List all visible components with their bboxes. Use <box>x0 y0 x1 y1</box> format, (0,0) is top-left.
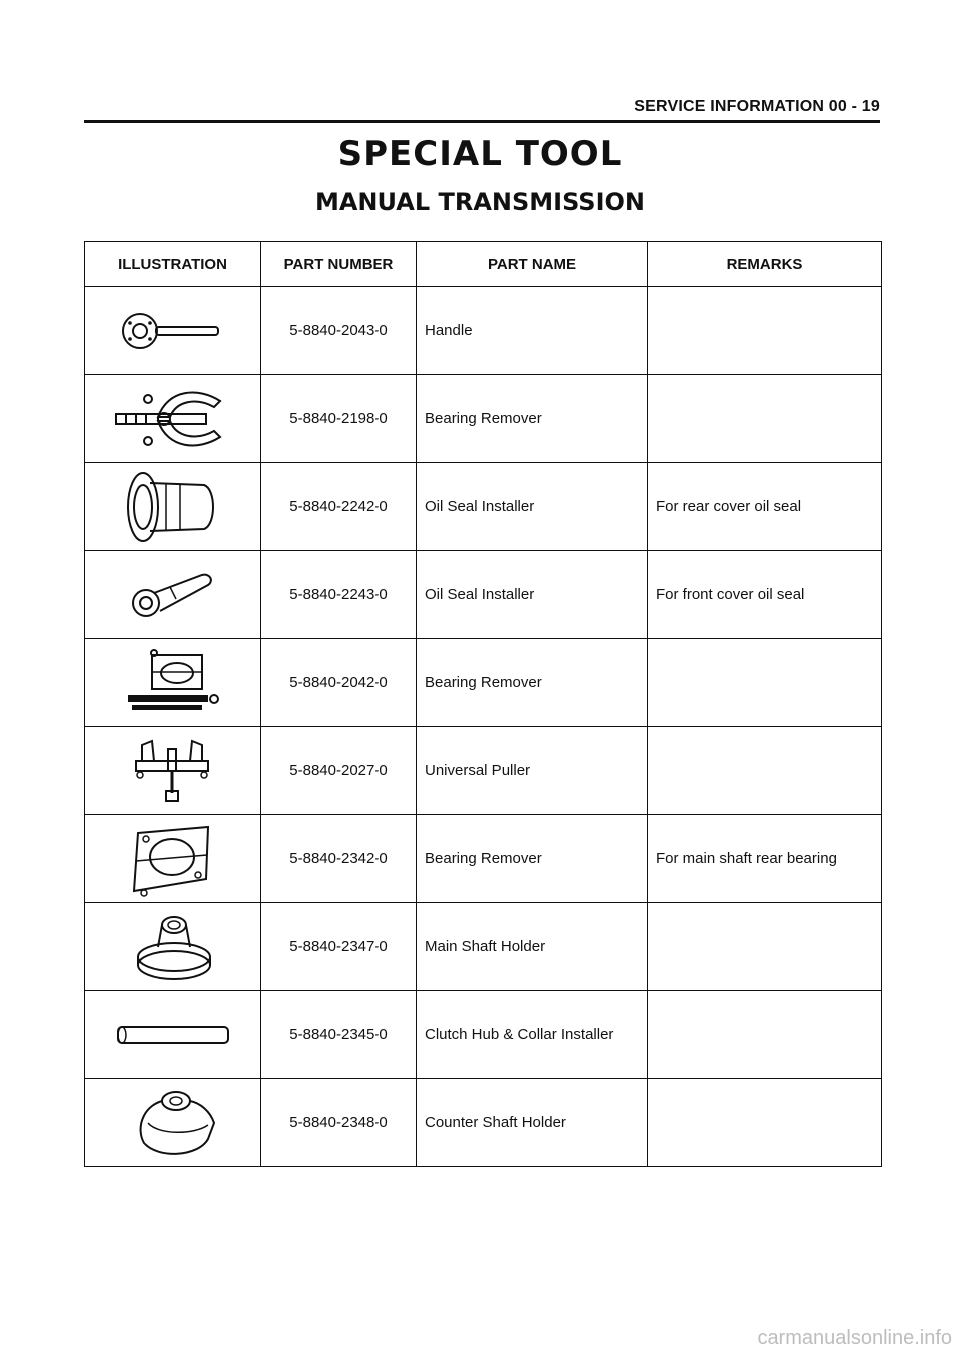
table-row <box>85 375 882 463</box>
handle-tool-icon <box>118 301 228 361</box>
illustration-cell <box>85 991 261 1079</box>
column-header-remarks: REMARKS <box>648 242 882 287</box>
part-name-cell: Bearing Remover <box>417 639 648 727</box>
part-number-cell: 5-8840-2043-0 <box>261 287 417 375</box>
remarks-cell <box>648 991 882 1079</box>
counter-shaft-holder-icon <box>118 1083 228 1163</box>
part-number-cell: 5-8840-2348-0 <box>261 1079 417 1167</box>
part-name-cell: Universal Puller <box>417 727 648 815</box>
part-number-cell: 5-8840-2243-0 <box>261 551 417 639</box>
part-number-cell: 5-8840-2345-0 <box>261 991 417 1079</box>
remarks-cell: For rear cover oil seal <box>648 463 882 551</box>
page-header <box>84 98 880 123</box>
table-row <box>85 551 882 639</box>
remarks-cell: For main shaft rear bearing <box>648 815 882 903</box>
bearing-remover-plate-icon <box>118 819 228 899</box>
page-title: SPECIAL TOOL <box>337 134 623 174</box>
remarks-cell: For front cover oil seal <box>648 551 882 639</box>
part-name-cell: Clutch Hub & Collar Installer <box>417 991 648 1079</box>
oil-seal-installer-icon <box>118 467 228 547</box>
part-number-cell: 5-8840-2242-0 <box>261 463 417 551</box>
special-tool-table <box>84 241 882 1167</box>
bearing-remover-puller-icon <box>108 379 238 459</box>
remarks-cell <box>648 375 882 463</box>
table-row <box>85 903 882 991</box>
installer-bar-icon <box>108 1015 238 1055</box>
part-number-cell: 5-8840-2342-0 <box>261 815 417 903</box>
part-name-cell: Oil Seal Installer <box>417 551 648 639</box>
remarks-cell <box>648 727 882 815</box>
table-row <box>85 991 882 1079</box>
column-header-illustration: ILLUSTRATION <box>85 242 261 287</box>
illustration-cell <box>85 551 261 639</box>
part-name-cell: Oil Seal Installer <box>417 463 648 551</box>
illustration-cell <box>85 463 261 551</box>
section-title: SERVICE INFORMATION 00 - 19 <box>634 98 880 115</box>
part-number-cell: 5-8840-2347-0 <box>261 903 417 991</box>
part-number-cell: 5-8840-2042-0 <box>261 639 417 727</box>
illustration-cell <box>85 375 261 463</box>
remarks-cell <box>648 1079 882 1167</box>
remarks-cell <box>648 639 882 727</box>
illustration-cell <box>85 903 261 991</box>
remarks-cell <box>648 287 882 375</box>
part-name-cell: Handle <box>417 287 648 375</box>
remarks-cell <box>648 903 882 991</box>
part-name-cell: Counter Shaft Holder <box>417 1079 648 1167</box>
table-row <box>85 815 882 903</box>
main-shaft-holder-icon <box>118 907 228 987</box>
universal-puller-icon <box>118 731 228 811</box>
page-subtitle: MANUAL TRANSMISSION <box>314 188 646 216</box>
table-row <box>85 287 882 375</box>
table-row <box>85 639 882 727</box>
part-name-cell: Bearing Remover <box>417 375 648 463</box>
table-row <box>85 463 882 551</box>
oil-seal-installer-small-icon <box>118 565 228 625</box>
column-header-part-number: PART NUMBER <box>261 242 417 287</box>
part-number-cell: 5-8840-2198-0 <box>261 375 417 463</box>
table-row <box>85 727 882 815</box>
illustration-cell <box>85 1079 261 1167</box>
table-row <box>85 1079 882 1167</box>
part-number-cell: 5-8840-2027-0 <box>261 727 417 815</box>
column-header-part-name: PART NAME <box>417 242 648 287</box>
part-name-cell: Bearing Remover <box>417 815 648 903</box>
illustration-cell <box>85 815 261 903</box>
table-header-row <box>85 242 882 287</box>
bearing-remover-clamp-icon <box>118 643 228 723</box>
illustration-cell <box>85 287 261 375</box>
watermark: carmanualsonline.info <box>757 1327 952 1349</box>
illustration-cell <box>85 727 261 815</box>
part-name-cell: Main Shaft Holder <box>417 903 648 991</box>
illustration-cell <box>85 639 261 727</box>
